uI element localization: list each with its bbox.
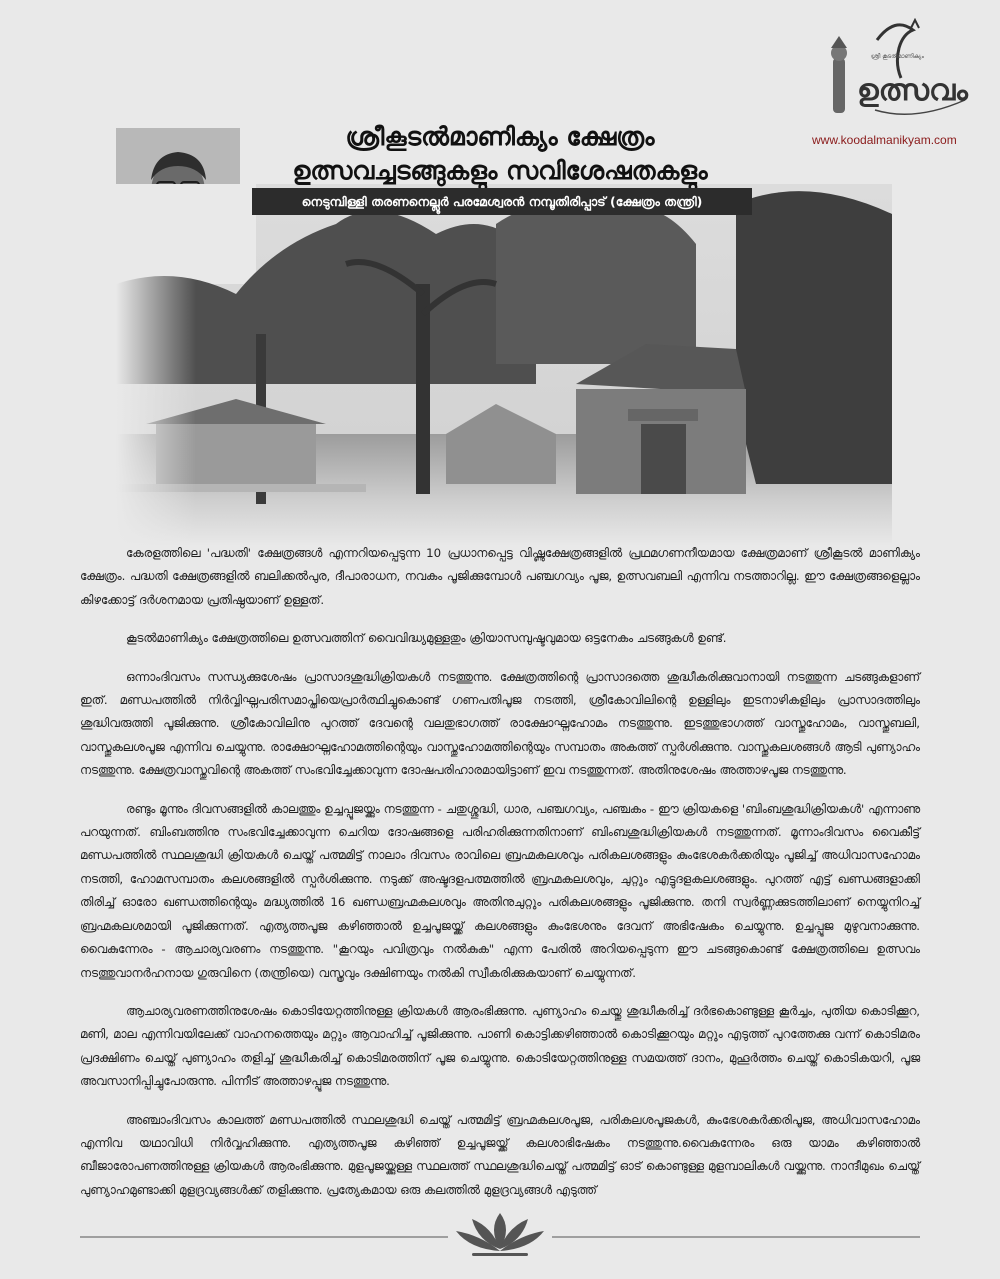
- temple-photo: [116, 184, 892, 546]
- article-title: [250, 120, 750, 188]
- author-byline: നെടുമ്പിള്ളി തരണനെല്ലൂർ പരമേശ്വരൻ നമ്പൂതിരിപ്പാട് (ക്ഷേത്രം തന്ത്രി): [252, 188, 752, 215]
- website-url[interactable]: www.koodalmanikyam.com: [812, 133, 957, 147]
- lotus-ornament-icon: [80, 1205, 920, 1265]
- logo-text: ഉത്സവം: [857, 73, 968, 108]
- paragraph: കേരളത്തിലെ 'പദ്ധതി' ക്ഷേത്രങ്ങൾ എന്നറിയപ്പെടുന്ന 10 പ്രധാനപ്പെട്ട വിഷ്ണുക്ഷേത്രങ്ങളിൽ പ്രഥമഗണനീയമായ ക്ഷേത്രമാണ് ശ്രീകൂടൽ മാണിക്യം ക്ഷേത്രം. പദ്ധതി ക്ഷേത്രങ്ങളിൽ ബലിക്കൽപുര, ദീപാരാധന, നവകം പൂജിക്കുമ്പോൾ പഞ്ചഗവ്യം പൂജ, ഉത്സവബലി എന്നിവ നടത്താറില്ല. ഈ ക്ഷേത്രങ്ങളെല്ലാം കിഴക്കോട്ട് ദർശനമായ പ്രതിഷ്ഠയാണ് ഉള്ളത്.: [80, 546, 920, 607]
- paragraph: ആചാര്യവരണത്തിനുശേഷം കൊടിയേറ്റത്തിനുള്ള ക്രിയകൾ ആരംഭിക്കുന്നു. പുണ്യാഹം ചെയ്തു ശുദ്ധീകരിച്ച് ദർഭകൊണ്ടുള്ള കൂർച്ചം, പുതിയ കൊടിക്കൂറ, മണി, മാല എന്നിവയിലേക്ക് വാഹനത്തെയും മറ്റും ആവാഹിച്ച് പൂജിക്കുന്നു. പാണി കൊട്ടിക്കഴിഞ്ഞാൽ കൊടിക്കൂറയും മറ്റും എടുത്ത് പുറത്തേക്കു വന്ന് കൊടിമരം പ്രദക്ഷിണം ചെയ്ത് പുണ്യാഹം തളിച്ച് ശുദ്ധീകരിച്ച് കൊടിമരത്തിന് പൂജ ചെയ്യുന്നു. കൊടിയേറ്റത്തിനുള്ള സമയത്ത് ദാനം, മുഹൂർത്തം ചെയ്ത് കൊടികയറി, പൂജ അവസാനിപ്പിച്ചുപോരുന്നു. പിന്നീട് അത്താഴപ്പൂജ നടത്തുന്നു.: [80, 1003, 920, 1089]
- paragraph: കൂടൽമാണിക്യം ക്ഷേത്രത്തിലെ ഉത്സവത്തിന് വൈവിദ്ധ്യമുള്ളതും ക്രിയാസമ്പുഷ്ടവുമായ ഒട്ടനേകം ചടങ്ങുകൾ ഉണ്ട്.: [126, 631, 727, 646]
- title-line-1: ശ്രീകൂടൽമാണിക്യം ക്ഷേത്രം: [345, 122, 655, 151]
- utsavam-logo: [815, 18, 975, 128]
- paragraph: ഒന്നാംദിവസം സന്ധ്യക്കുശേഷം പ്രാസാദശുദ്ധിക്രിയകൾ നടത്തുന്നു. ക്ഷേത്രത്തിന്റെ പ്രാസാദത്തെ ശുദ്ധീകരിക്കുവാനായി നടത്തുന്ന ചടങ്ങുകളാണ് ഇത്. മണ്ഡപത്തിൽ നിർവ്വിഘ്നപരിസമാപ്തിയെപ്രാർത്ഥിച്ചുകൊണ്ട് ഗണപതിപൂജ നടത്തി, ശ്രീകോവിലിന്റെ ഉള്ളിലും ഇടനാഴികളിലും പ്രാസാദത്തിലും ശുദ്ധിവരുത്തി പൂജിക്കുന്നു. ശ്രീകോവിലിനു പുറത്ത് ദേവന്റെ വലതുഭാഗത്ത് രാക്ഷോഘ്നഹോമം നടത്തുന്നു. ഇടത്തുഭാഗത്ത് വാസ്തുഹോമം, വാസ്തുബലി, വാസ്തുകലശപൂജ എന്നിവ ചെയ്യുന്നു. രാക്ഷോഘ്നഹോമത്തിന്റെയും വാസ്തുഹോമത്തിന്റെയും സമ്പാതം അകത്ത് സ്പർശിക്കുന്നു. വാസ്തുകലശങ്ങൾ ആടി പുണ്യാഹം നടത്തുന്നു. ക്ഷേത്രവാസ്തുവിന്റെ അകത്ത് സംഭവിച്ചേക്കാവുന്ന ദോഷപരിഹാരമായിട്ടാണ് ഇവ നടത്തുന്നത്. അതിനുശേഷം അത്താഴപൂജ നടത്തുന്നു.: [80, 669, 920, 778]
- title-line-2: ഉത്സവച്ചടങ്ങുകളും സവിശേഷതകളും: [292, 156, 708, 185]
- article-body: [80, 542, 920, 1217]
- logo-subtext: ശ്രീ കൂടൽമാണിക്യം: [871, 53, 924, 60]
- paragraph: രണ്ടും മൂന്നും ദിവസങ്ങളിൽ കാലത്തും ഉച്ചപ്പൂജയ്ക്കും നടത്തുന്ന - ചതുശ്ശുദ്ധി, ധാര, പഞ്ചഗവ്യം, പഞ്ചകം - ഈ ക്രിയകളെ 'ബിംബശുദ്ധിക്രിയകൾ' എന്നാണു പറയുന്നത്. ബിംബത്തിനു സംഭവിച്ചേക്കാവുന്ന ചെറിയ ദോഷങ്ങളെ പരിഹരിക്കുന്നതിനാണ് ബിംബശുദ്ധിക്രിയകൾ നടത്തുന്നത്. മൂന്നാംദിവസം വൈകീട്ട് മണ്ഡപത്തിൽ സ്ഥലശുദ്ധി ക്രിയകൾ ചെയ്ത് പത്മമിട്ട് നാലാം ദിവസം രാവിലെ ബ്രഹ്മകലശവും പരികലശങ്ങളും കുംഭേശകർക്കരിയും പൂജിച്ച് അധിവാസഹോമം നടത്തി, ഹോമസമ്പാതം കലശങ്ങളിൽ സ്പർശിക്കുന്നു. നടുക്ക് അഷ്ടദളപത്മത്തിൽ ബ്രഹ്മകലശവും, ചുറ്റും എട്ടുദളകലശങ്ങളും. പുറത്ത് എട്ട് ഖണ്ഡങ്ങളാക്കി തിരിച്ച് ഓരോ ഖണ്ഡത്തിന്റെയും മദ്ധ്യത്തിൽ 16 ഖണ്ഡബ്രഹ്മകലശവും അതിനുചുറ്റും പരികലശങ്ങളും പൂജിക്കുന്നു. തനി സ്വർണ്ണക്കുടത്തിലാണ് നെയ്യുനിറച്ച് ബ്രഹ്മകലശമായി പൂജിക്കുന്നത്. എത്യത്തപൂജ കഴിഞ്ഞാൽ ഉച്ചപൂജയ്ക്ക് കലശങ്ങളും കുംഭേശനും ദേവന് അഭിഷേകം ചെയ്യുന്നു. ഉച്ചപ്പൂജ മുഴുവനാക്കുന്നു. വൈകുന്നേരം - ആചാര്യവരണം നടത്തുന്നു. "കൂറയും പവിത്രവും നൽകുക" എന്ന പേരിൽ അറിയപ്പെടുന്ന ഈ ചടങ്ങുകൊണ്ട് ക്ഷേത്രത്തിലെ ഉത്സവം നടത്തുവാനർഹനായ ഗുരുവിനെ (തന്ത്രിയെ) വസ്ത്രവും ദക്ഷിണയും നൽകി സ്വീകരിക്കുകയാണ് ചെയ്യുന്നത്.: [80, 801, 920, 980]
- paragraph: അഞ്ചാംദിവസം കാലത്ത് മണ്ഡപത്തിൽ സ്ഥലശുദ്ധി ചെയ്ത് പത്മമിട്ട് ബ്രഹ്മകലശപൂജ, പരികലശപൂജകൾ, കുംഭേശകർക്കരിപൂജ, അധിവാസഹോമം എന്നിവ യഥാവിധി നിർവ്വഹിക്കുന്നു. എത്യത്തപൂജ കഴിഞ്ഞ് ഉച്ചപൂജയ്ക്ക് കലശാഭിഷേകം നടത്തുന്നു.വൈകുന്നേരം ഒരു യാമം കഴിഞ്ഞാൽ ബീജാരോപണത്തിനുള്ള ക്രിയകൾ ആരംഭിക്കുന്നു. മുളപൂജയ്ക്കുള്ള സ്ഥലത്ത് സ്ഥലശുദ്ധിചെയ്ത് പത്മമിട്ട് ഓട് കൊണ്ടുള്ള മുളമ്പാലികൾ വയ്ക്കുന്നു. നാന്ദീമുഖം ചെയ്ത് പുണ്യാഹമുണ്ടാക്കി മുളദ്രവ്യങ്ങൾക്ക് തളിക്കുന്നു. പ്രത്യേകമായ ഒരു കലത്തിൽ മുളദ്രവ്യങ്ങൾ എടുത്ത്: [80, 1112, 920, 1197]
